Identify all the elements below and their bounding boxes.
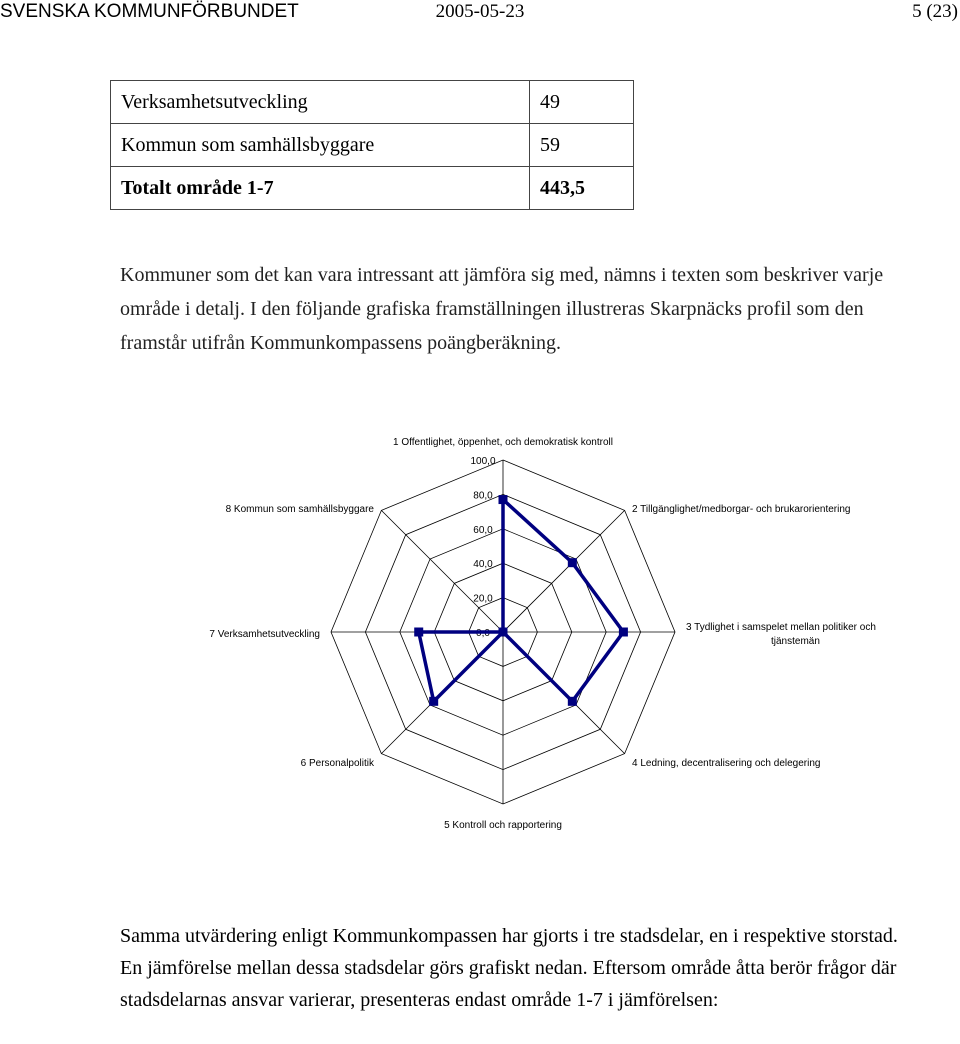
axis-label: 2 Tillgänglighet/medborgar- och brukarorientering <box>632 504 851 515</box>
radar-tick-labels <box>470 456 495 639</box>
row-label: Verksamhetsutveckling <box>111 81 530 124</box>
data-point-marker <box>429 697 438 706</box>
table-row-total <box>111 167 634 210</box>
axis-label: 1 Offentlighet, öppenhet, och demokratisk kontroll <box>393 437 613 448</box>
tick-label: 60,0 <box>473 524 493 536</box>
radar-axis-labels <box>209 437 876 831</box>
tick-label: 80,0 <box>473 490 493 502</box>
header-org: SVENSKA KOMMUNFÖRBUNDET <box>0 1 299 22</box>
tick-label: 0,0 <box>476 628 490 639</box>
header-date: 2005-05-23 <box>435 1 525 22</box>
axis-label: 5 Kontroll och rapportering <box>444 820 562 831</box>
data-point-marker <box>568 697 577 706</box>
comparison-paragraph: Samma utvärdering enligt Kommunkompassen har gjorts i tre stadsdelar, en i respektive storstad. En jämförelse mellan dessa stadsdelar görs grafiskt nedan. Eftersom område åtta berör frågor där stadsdelarnas ansvar varierar, presenteras endast område 1-7 i jämförelsen: <box>120 925 898 1011</box>
scores-table <box>110 80 634 210</box>
data-point-marker <box>414 628 423 637</box>
axis-label: 4 Ledning, decentralisering och delegering <box>632 758 821 769</box>
intro-paragraph: Kommuner som det kan vara intressant att jämföra sig med, nämns i texten som beskriver varje område i detalj. I den följande grafiska framställningen illustreras Skarpnäcks profil som den framstår utifrån Kommunkompassens poängberäkning. <box>120 264 884 354</box>
data-point-marker <box>499 628 508 637</box>
header-page-number: 5 (23) <box>912 1 958 22</box>
tick-label: 40,0 <box>473 559 493 571</box>
data-point-marker <box>499 495 508 504</box>
tick-label: 100,0 <box>470 456 496 467</box>
axis-label: 8 Kommun som samhällsbyggare <box>225 504 374 515</box>
axis-label: 6 Personalpolitik <box>300 758 374 769</box>
data-point-marker <box>568 558 577 567</box>
row-label: Totalt område 1-7 <box>111 167 530 210</box>
row-label: Kommun som samhällsbyggare <box>111 124 530 167</box>
row-value: 59 <box>530 124 634 167</box>
radar-series <box>414 495 628 706</box>
axis-label: 7 Verksamhetsutveckling <box>209 629 320 640</box>
table-row <box>111 81 634 124</box>
tick-label: 20,0 <box>473 593 493 605</box>
axis-label: 3 Tydlighet i samspelet mellan politiker och tjänstemän <box>686 622 876 647</box>
table-row <box>111 124 634 167</box>
radar-chart <box>0 420 960 840</box>
row-value: 443,5 <box>530 167 634 210</box>
data-point-marker <box>619 628 628 637</box>
row-value: 49 <box>530 81 634 124</box>
